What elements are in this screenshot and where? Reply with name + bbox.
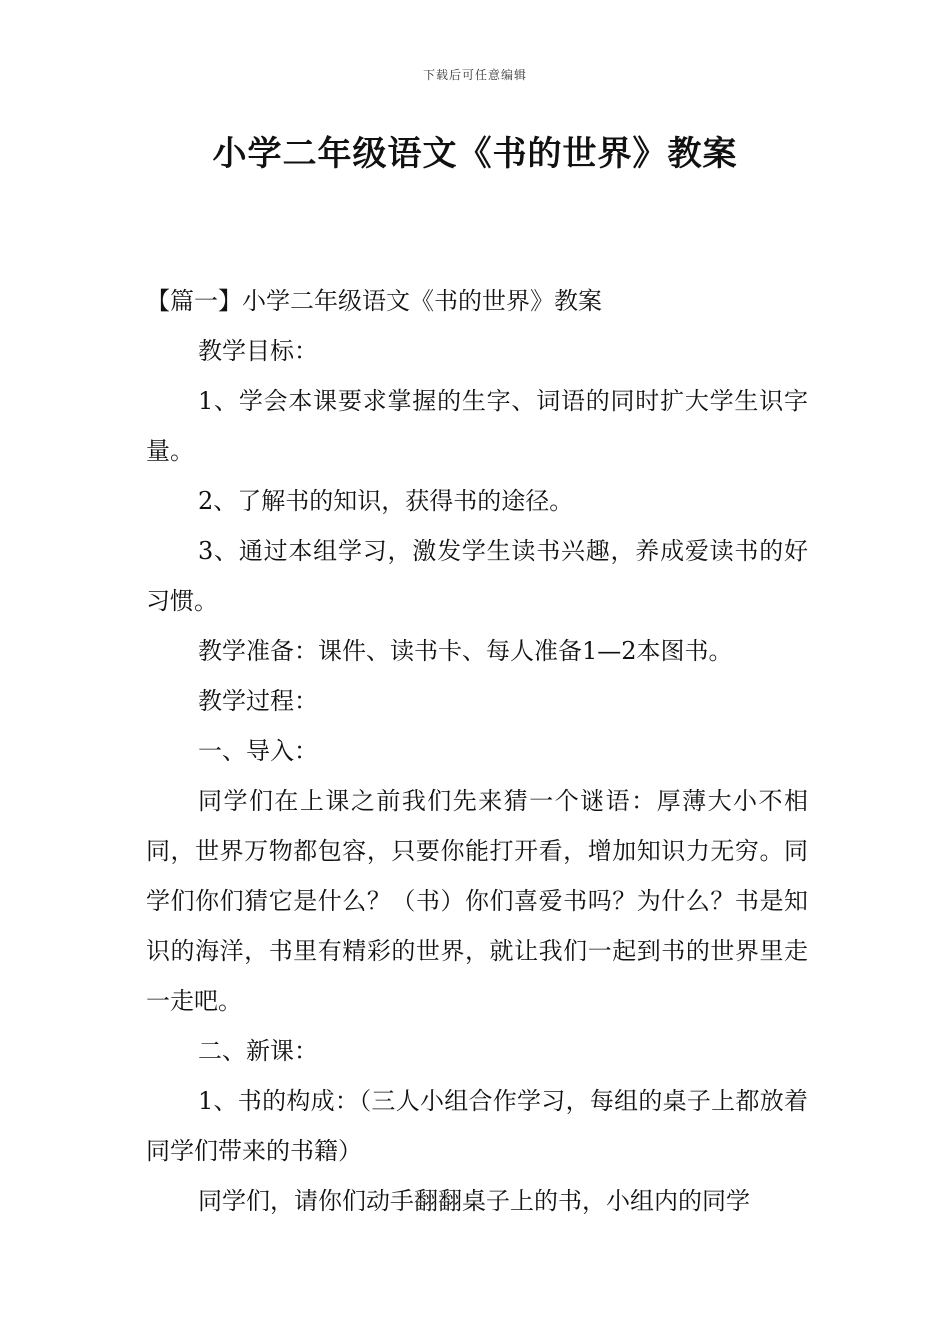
section-heading: 【篇一】小学二年级语文《书的世界》教案 — [146, 287, 602, 315]
paragraph: 教学目标： — [198, 337, 318, 365]
paragraph: 二、新课： — [198, 1037, 318, 1065]
paragraph: 教学准备：课件、读书卡、每人准备1—2本图书。 — [198, 637, 733, 665]
document-body — [146, 276, 808, 1226]
header-note: 下载后可任意编辑 — [422, 68, 527, 82]
paragraph: 1、学会本课要求掌握的生字、词语的同时扩大学生识字量。 — [146, 387, 808, 465]
paragraph: 同学们，请你们动手翻翻桌子上的书，小组内的同学 — [198, 1187, 750, 1215]
document-title: 小学二年级语文《书的世界》教案 — [212, 134, 738, 174]
paragraph: 1、书的构成：（三人小组合作学习，每组的桌子上都放着同学们带来的书籍） — [146, 1087, 808, 1165]
paragraph: 教学过程： — [198, 687, 318, 715]
paragraph: 同学们在上课之前我们先来猜一个谜语：厚薄大小不相同，世界万物都包容，只要你能打开看，增加知识力无穷。同学们你们猜它是什么？（书）你们喜爱书吗？为什么？书是知识的海洋，书里有精彩的世界，就让我们一起到书的世界里走一走吧。 — [146, 787, 808, 1015]
paragraph: 2、了解书的知识，获得书的途径。 — [198, 487, 574, 515]
paragraph: 一、导入： — [198, 737, 318, 765]
paragraph: 3、通过本组学习，激发学生读书兴趣，养成爱读书的好习惯。 — [146, 537, 808, 615]
